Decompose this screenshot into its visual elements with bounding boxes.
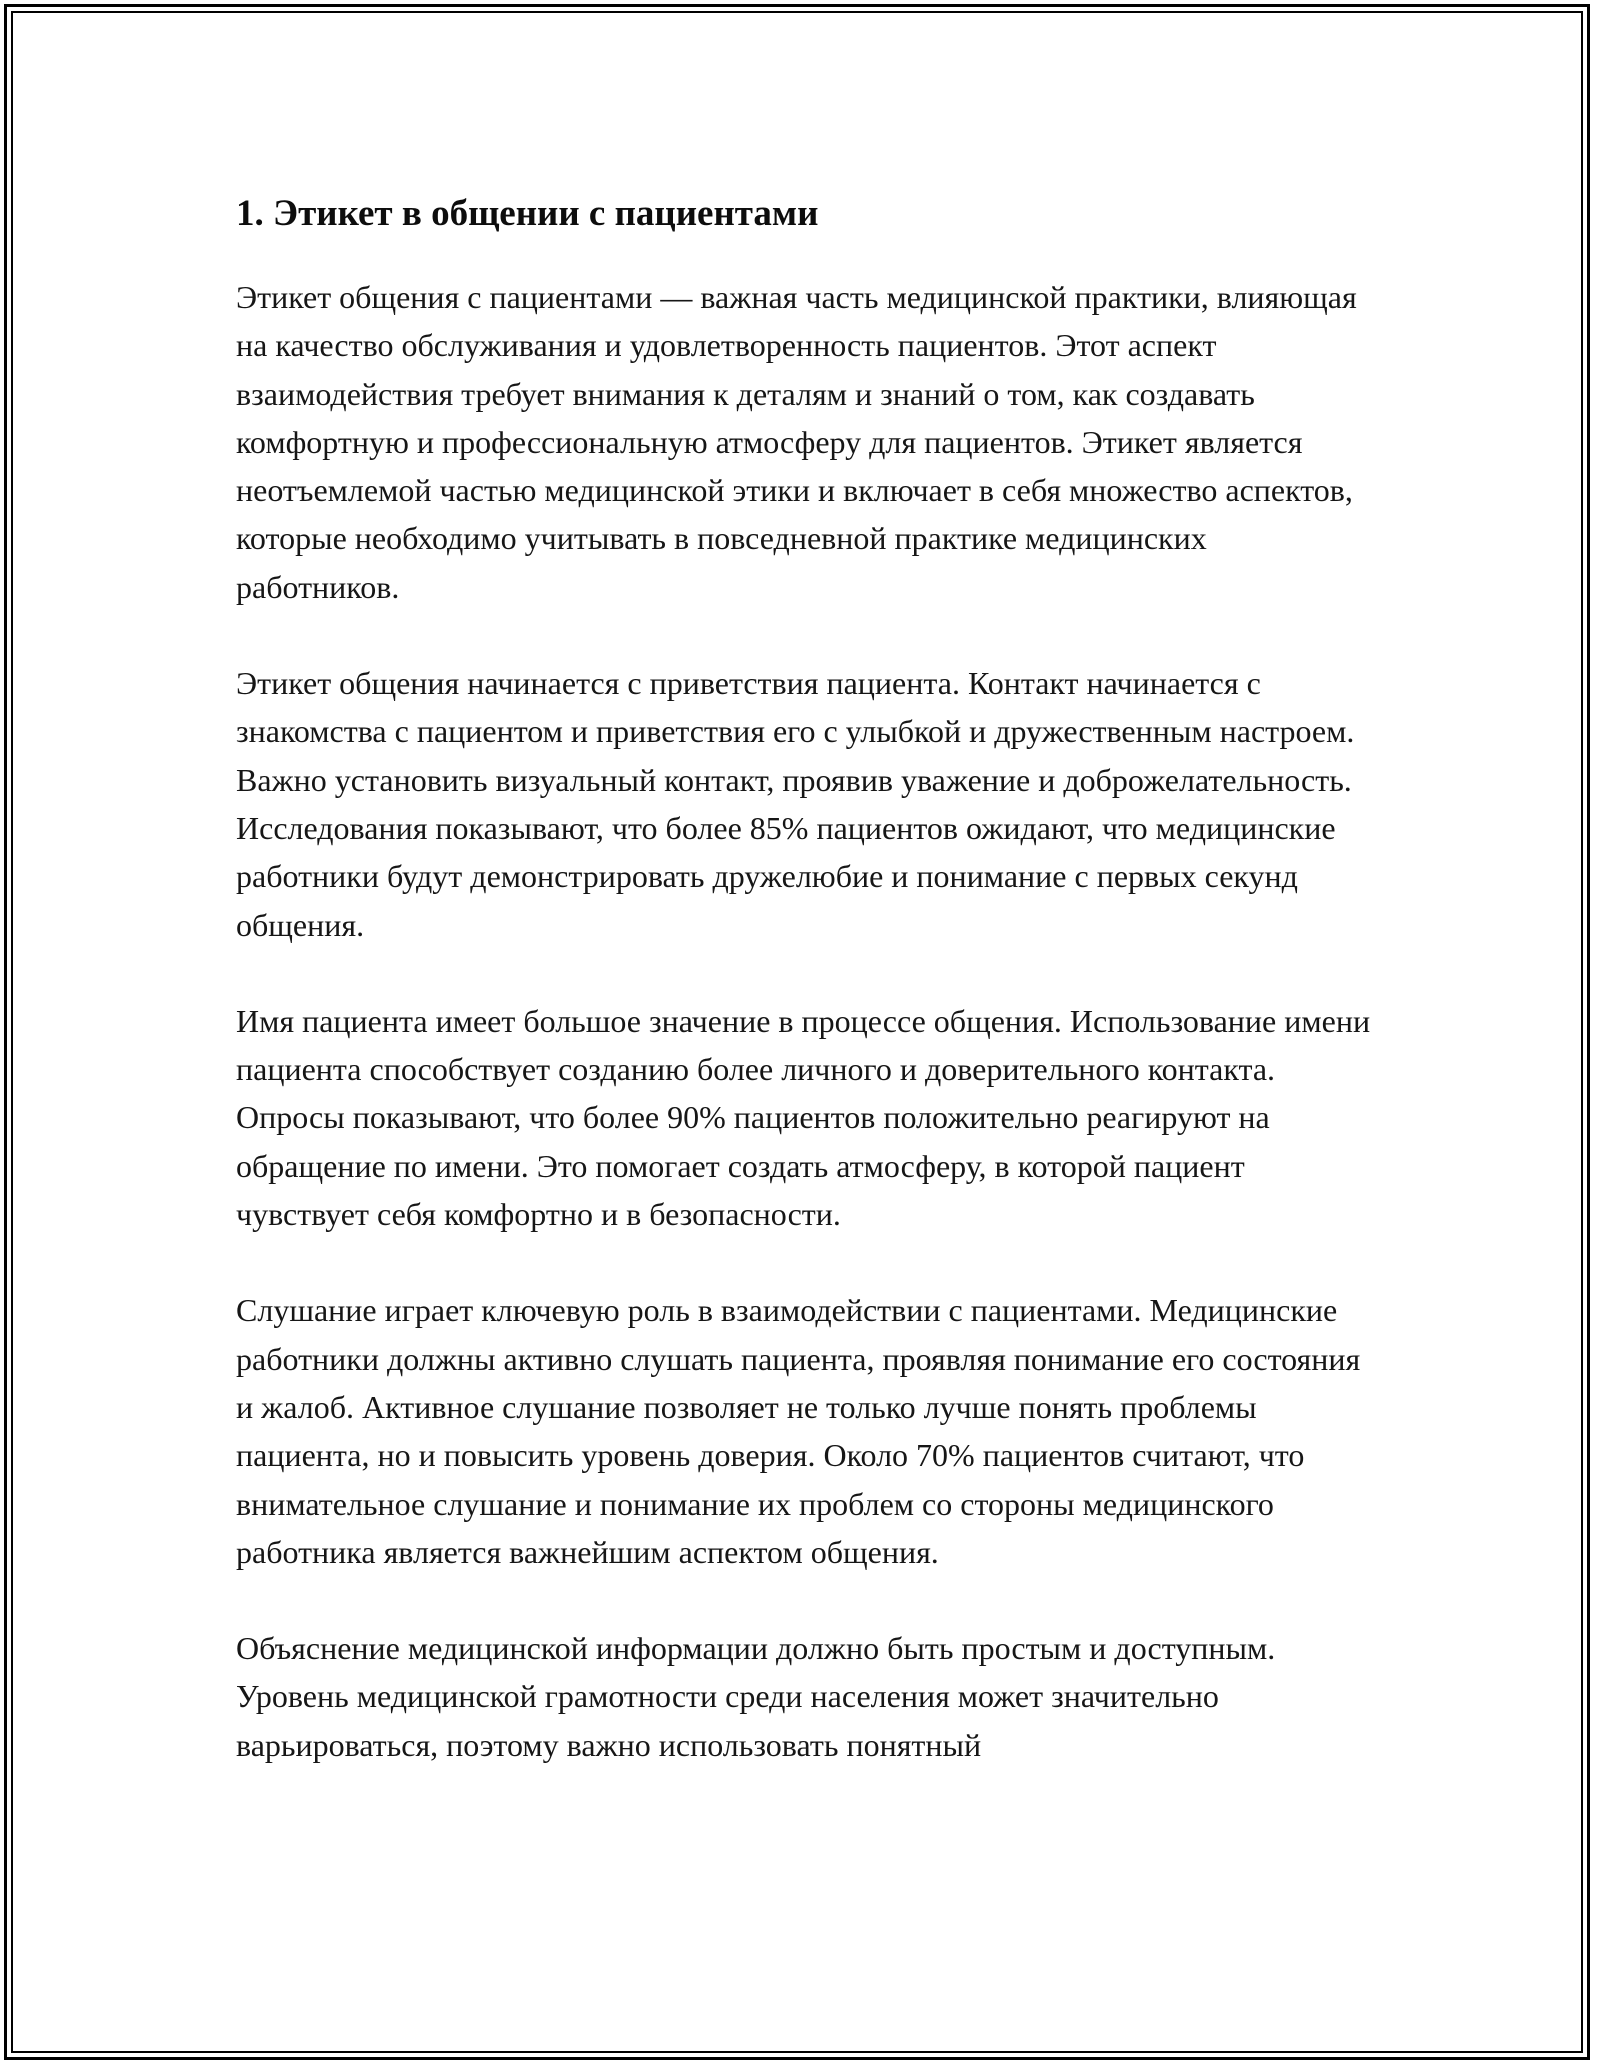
paragraph-explanation: Объяснение медицинской информации должно быть простым и доступным. Уровень медицинской грамотности среди населения может значительно варьироваться, поэтому важно использовать понятный [236,1630,1276,1763]
paragraph-greeting: Этикет общения начинается с приветствия пациента. Контакт начинается с знакомства с пациентом и приветствия его с улыбкой и дружественным настроем. Важно установить визуальный контакт, проявив уважение и доброжелательность. Исследования показывают, что более 85% пациентов ожидают, что медицинские работники будут демонстрировать дружелюбие и понимание с первых секунд общения. [236,665,1355,943]
document-body [236,185,1376,1817]
paragraph-listening: Слушание играет ключевую роль в взаимодействии с пациентами. Медицинские работники должны активно слушать пациента, проявляя понимание его состояния и жалоб. Активное слушание позволяет не только лучше понять проблемы пациента, но и повысить уровень доверия. Около 70% пациентов считают, что внимательное слушание и понимание их проблем со стороны медицинского работника является важнейшим аспектом общения. [236,1292,1361,1570]
paragraph-patient-name: Имя пациента имеет большое значение в процессе общения. Использование имени пациента способствует созданию более личного и доверительного контакта. Опросы показывают, что более 90% пациентов положительно реагируют на обращение по имени. Это помогает создать атмосферу, в которой пациент чувствует себя комфортно и в безопасности. [236,1002,1371,1233]
paragraph-intro: Этикет общения с пациентами — важная часть медицинской практики, влияющая на качество обслуживания и удовлетворенность пациентов. Этот аспект взаимодействия требует внимания к деталям и знаний о том, как создавать комфортную и профессиональную атмосферу для пациентов. Этикет является неотъемлемой частью медицинской этики и включает в себя множество аспектов, которые необходимо учитывать в повседневной практике медицинских работников. [236,279,1357,605]
section-heading: 1. Этикет в общении с пациентами [236,193,819,234]
